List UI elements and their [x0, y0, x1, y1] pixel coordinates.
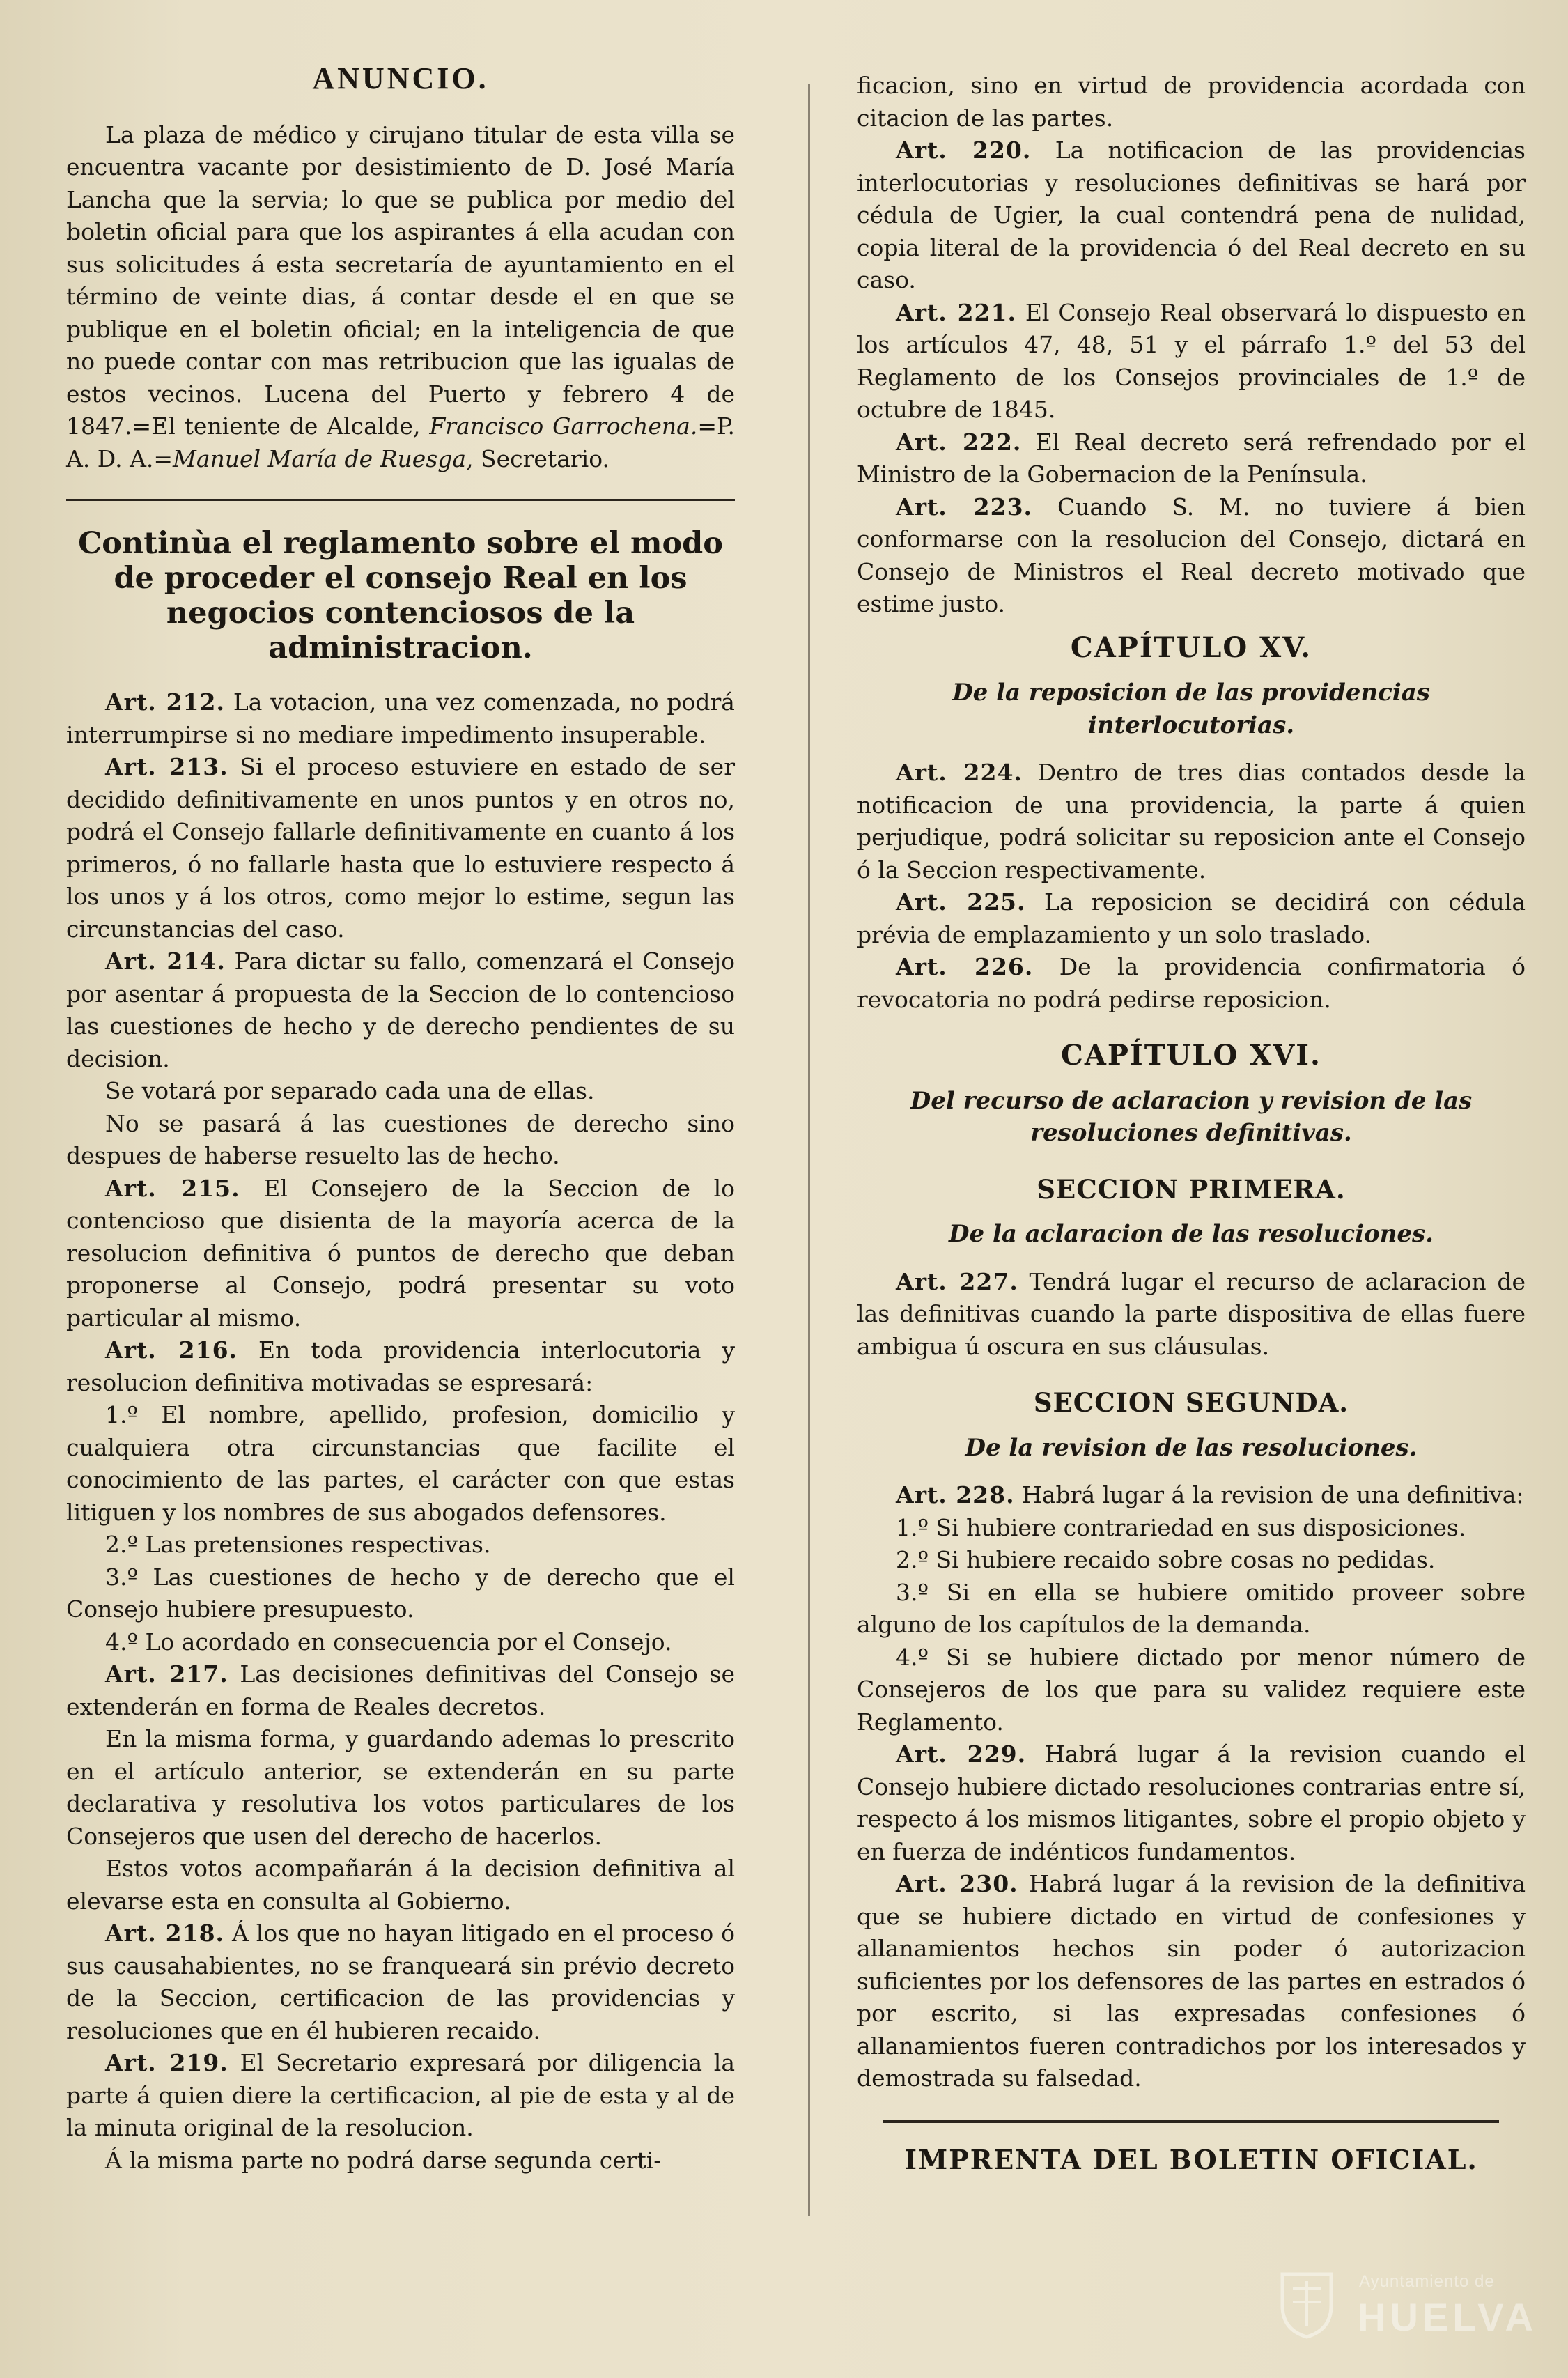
article-216-item-3: 3.º Las cuestiones de hecho y de derecho que el Consejo hubiere presupuesto. [66, 1563, 735, 1623]
article-216-item-2: 2.º Las pretensiones respectivas. [105, 1531, 491, 1558]
section-1-subtitle: De la aclaracion de las resoluciones. [948, 1220, 1434, 1248]
article-225: Art. 225. La reposicion se decidirá con cédula prévia de emplazamiento y un solo traslado. [857, 888, 1526, 948]
anuncio-paragraph: La plaza de médico y cirujano titular de esta villa se encuentra vacante por desistimiento de D. José María Lancha que la servia; lo que se publica por medio del boletin oficial para que los aspirantes á ella acudan con sus solicitudes á esta secretaría de ayuntamiento en el término de veinte dias, á contar desde el en que se publique en el boletin oficial; en la inteligencia de que no puede contar con mas retribucion que las igualas de estos vecinos. Lucena del Puerto y febrero 4 de 1847.=El teniente de Alcalde, Francisco Garrochena.=P. A. D. A.=Manuel María de Ruesga, Secretario. [66, 121, 735, 472]
chapter-15-subtitle: De la reposicion de las providencias interlocutorias. [952, 679, 1430, 739]
article-215: Art. 215. El Consejero de la Seccion de lo contencioso que disienta de la mayoría acerca de la resolucion definitiva ó puntos de derecho que deban proponerse al Consejo, podrá presentar su voto particular al mismo. [66, 1174, 735, 1331]
section-1-heading: SECCION PRIMERA. [1037, 1173, 1346, 1205]
article-218: Art. 218. Á los que no hayan litigado en el proceso ó sus causahabientes, no se franqueará sin prévio decreto de la Seccion, certificacion de las providencias y resoluciones que en él hubieren recaido. [66, 1920, 735, 2044]
right-column [857, 70, 1526, 2176]
section-2-subtitle: De la revision de las resoluciones. [965, 1433, 1418, 1462]
secretary-name: Manuel María de Ruesga [173, 445, 467, 472]
article-224: Art. 224. Dentro de tres dias contados desde la notificacion de una providencia, la parte á quien perjudique, podrá solicitar su reposicion ante el Consejo ó la Seccion respectivamente. [857, 759, 1526, 883]
article-217-p3: Estos votos acompañarán á la decision definitiva al elevarse esta en consulta al Gobierno. [66, 1855, 735, 1915]
article-228-item-3: 3.º Si en ella se hubiere omitido proveer sobre alguno de los capítulos de la demanda. [857, 1578, 1526, 1638]
watermark-city: HUELVA [1358, 2295, 1537, 2339]
watermark-caption: Ayuntamiento de [1359, 2272, 1495, 2291]
article-230: Art. 230. Habrá lugar á la revision de la definitiva que se hubiere dictado en virtud de confesiones y allanamientos hechos sin poder ó autorizacion suficientes por los defensores de las partes en estrados ó por escrito, si las expresadas confesiones ó allanamientos fueren contradichos por los interesados y demostrada su falsedad. [857, 1870, 1526, 2092]
article-223: Art. 223. Cuando S. M. no tuviere á bien conformarse con la resolucion del Consejo, dictará en Consejo de Ministros el Real decreto motivado que estime justo. [857, 493, 1526, 617]
signatory-name: Francisco Garrochena. [429, 412, 698, 440]
chapter-16-subtitle: Del recurso de aclaracion y revision de las resoluciones definitivas. [910, 1086, 1473, 1147]
article-217-p2: En la misma forma, y guardando ademas lo prescrito en el artículo anterior, se extenderán en su parte declarativa y resolutiva los votos particulares de los Consejeros que usen del derecho de hacerlos. [66, 1725, 735, 1850]
section-divider [66, 499, 735, 501]
article-214: Art. 214. Para dictar su fallo, comenzará el Consejo por asentar á propuesta de la Seccion de lo contencioso las cuestiones de hecho y de derecho pendientes de su decision. [66, 948, 735, 1072]
article-213: Art. 213. Si el proceso estuviere en estado de ser decidido definitivamente en unos puntos y en otros no, podrá el Consejo fallarle definitivamente en cuanto á los primeros, ó no fallarle hasta que lo estuviere respecto á los unos y á los otros, como mejor lo estime, segun las circunstancias del caso. [66, 753, 735, 943]
article-222: Art. 222. El Real decreto será refrendado por el Ministro de la Gobernacion de la Península. [857, 428, 1526, 488]
section-2-heading: SECCION SEGUNDA. [1033, 1387, 1349, 1418]
column-divider [808, 84, 810, 2216]
article-219: Art. 219. El Secretario expresará por diligencia la parte á quien diere la certificacion, al pie de esta y al de la minuta original de la resolucion. [66, 2049, 735, 2141]
continuation-text: ficacion, sino en virtud de providencia acordada con citacion de las partes. [857, 72, 1526, 132]
anuncio-title: ANUNCIO. [312, 61, 489, 95]
article-219-p2: Á la misma parte no podrá darse segunda certi- [105, 2146, 662, 2174]
article-216: Art. 216. En toda providencia interlocutoria y resolucion definitiva motivadas se espresará: [66, 1336, 736, 1396]
article-221: Art. 221. El Consejo Real observará lo dispuesto en los artículos 47, 48, 51 y el párrafo 1.º del 53 del Reglamento de los Consejos provinciales de 1.º de octubre de 1845. [857, 298, 1526, 423]
article-228-item-4: 4.º Si se hubiere dictado por menor número de Consejeros de los que para su validez requiere este Reglamento. [857, 1643, 1526, 1736]
article-217: Art. 217. Las decisiones definitivas del Consejo se extenderán en forma de Reales decretos. [66, 1660, 735, 1720]
closing-rule [883, 2120, 1498, 2123]
article-216-item-1: 1.º El nombre, apellido, profesion, domicilio y cualquiera otra circunstancias que facilite el conocimiento de las partes, el carácter con que estas litiguen y los nombres de sus abogados defensores. [66, 1401, 735, 1526]
article-228: Art. 228. Habrá lugar á la revision de una definitiva: [896, 1481, 1524, 1508]
chapter-15-heading: CAPÍTULO XV. [1070, 631, 1312, 664]
left-column [66, 49, 735, 2177]
article-226: Art. 226. De la providencia confirmatoria ó revocatoria no podrá pedirse reposicion. [857, 953, 1526, 1013]
archive-watermark [1268, 2260, 1537, 2343]
article-228-item-2: 2.º Si hubiere recaido sobre cosas no pedidas. [896, 1546, 1436, 1573]
article-228-item-1: 1.º Si hubiere contrariedad en sus disposiciones. [896, 1513, 1466, 1541]
coat-of-arms-icon [1268, 2264, 1345, 2340]
article-212: Art. 212. La votacion, una vez comenzada, no podrá interrumpirse si no mediare impedimento insuperable. [66, 688, 735, 748]
reglamento-title: Continùa el reglamento sobre el modo de proceder el consejo Real en los negocios contenciosos de la administracion. [78, 526, 723, 665]
article-220: Art. 220. La notificacion de las providencias interlocutorias y resoluciones definitivas se hará por cédula de Ugier, la cual contendrá pena de nulidad, copia literal de la providencia ó del Real decreto en su caso. [857, 137, 1526, 293]
article-216-item-4: 4.º Lo acordado en consecuencia por el Consejo. [105, 1628, 672, 1655]
article-227: Art. 227. Tendrá lugar el recurso de aclaracion de las definitivas cuando la parte dispositiva de ellas fuere ambigua ú oscura en sus cláusulas. [857, 1267, 1526, 1360]
chapter-16-heading: CAPÍTULO XVI. [1061, 1039, 1321, 1072]
article-214-p2: Se votará por separado cada una de ellas. [105, 1077, 595, 1104]
article-229: Art. 229. Habrá lugar á la revision cuando el Consejo hubiere dictado resoluciones contrarias entre sí, respecto á los mismos litigantes, sobre el propio objeto y en fuerza de indénticos fundamentos. [857, 1740, 1526, 1865]
article-214-p3: No se pasará á las cuestiones de derecho sino despues de haberse resuelto las de hecho. [66, 1109, 735, 1169]
printer-imprint: IMPRENTA DEL BOLETIN OFICIAL. [904, 2143, 1478, 2175]
